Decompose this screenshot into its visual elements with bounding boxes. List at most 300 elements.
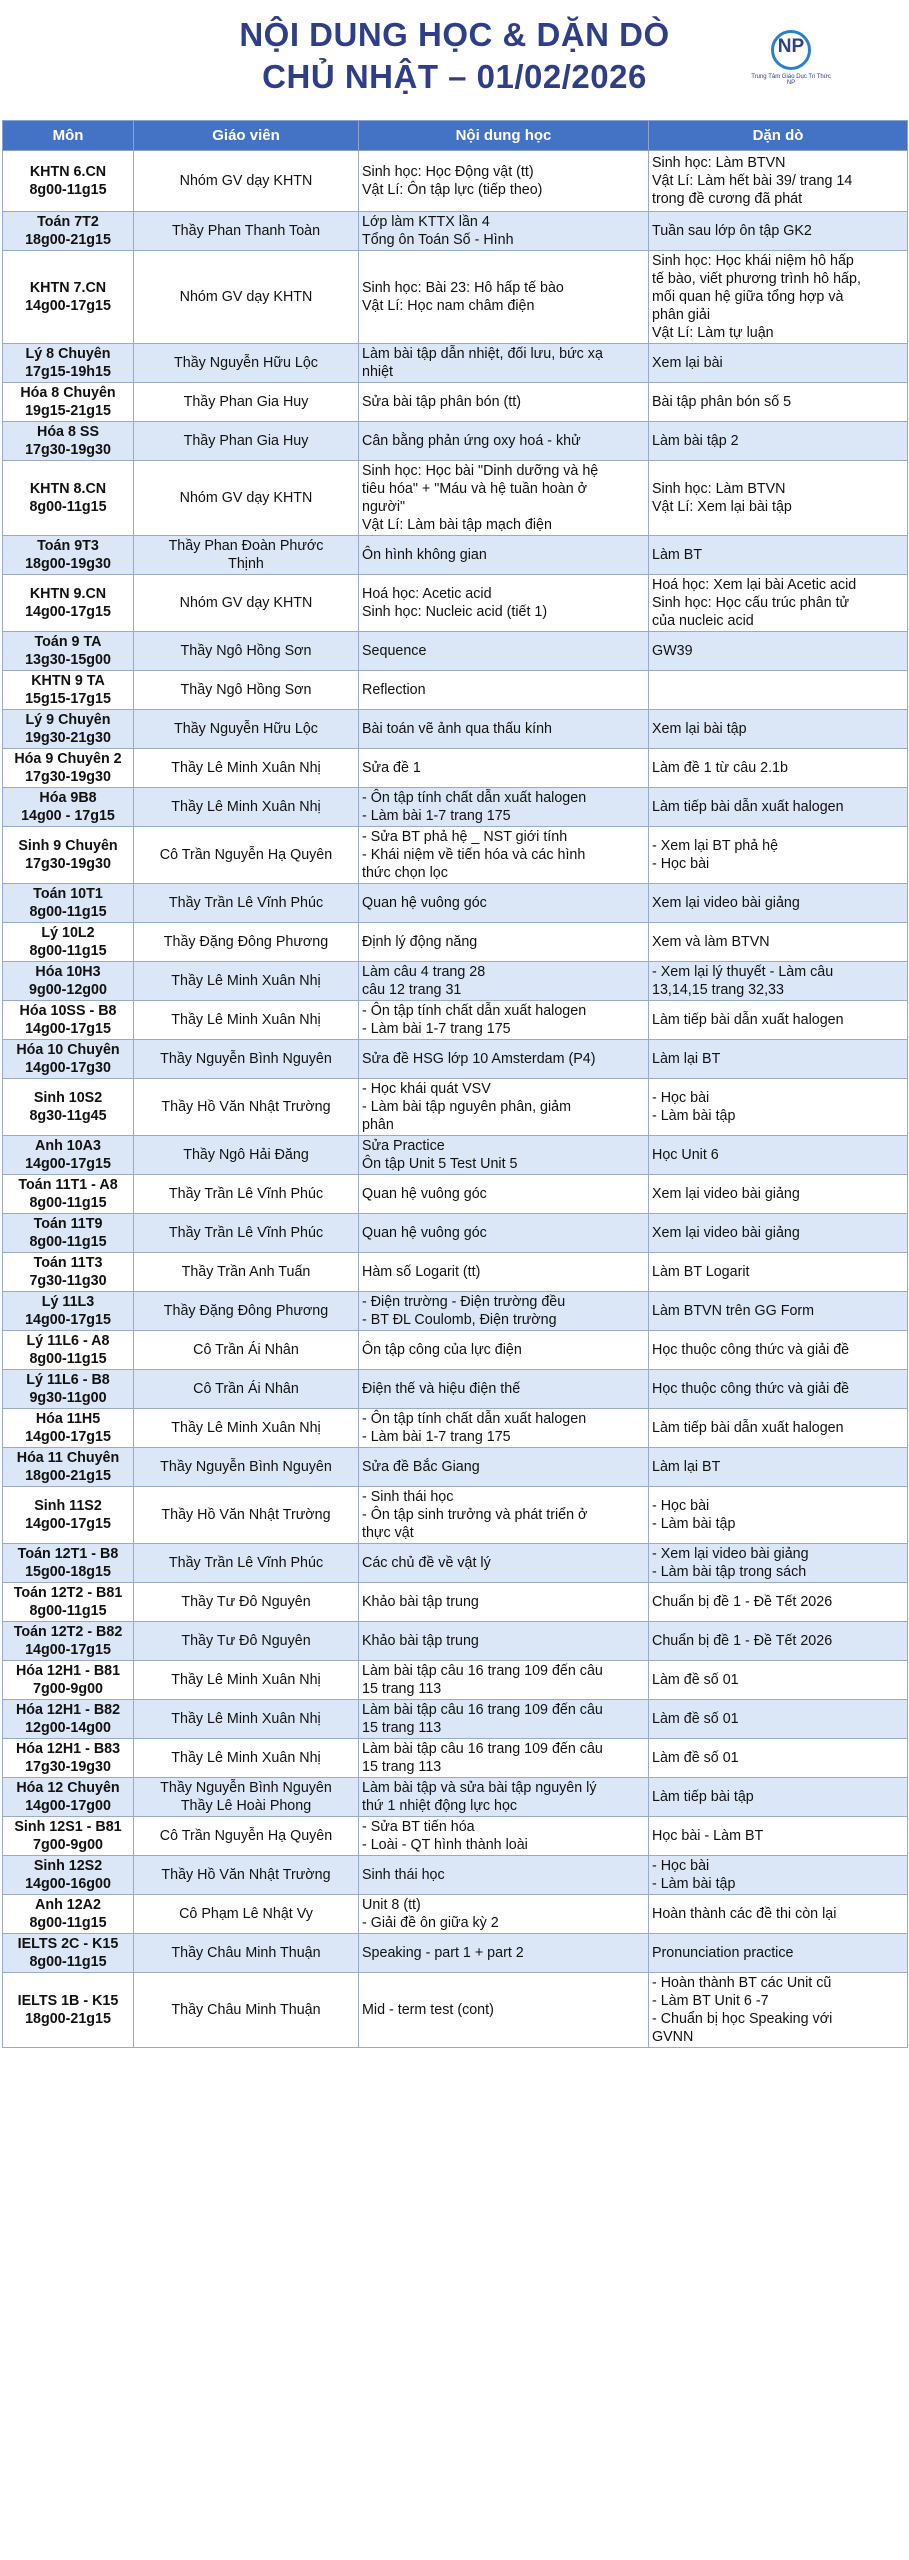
homework-line: phân giải — [652, 307, 711, 323]
content-line: Khảo bài tập trung — [362, 1633, 479, 1649]
teacher-cell — [134, 1700, 359, 1739]
content-line: Lớp làm KTTX lần 4 — [362, 214, 490, 230]
content-line: - Làm bài 1-7 trang 175 — [362, 1021, 511, 1037]
subject-line: Hóa 10H3 — [35, 964, 101, 980]
table-row — [3, 1409, 908, 1448]
table-row — [3, 1001, 908, 1040]
content-line: - Sửa BT tiến hóa — [362, 1819, 475, 1835]
teacher-cell — [134, 1544, 359, 1583]
homework-line: - Học bài — [652, 856, 710, 872]
subject-line: Toán 9T3 — [37, 538, 99, 554]
homework-cell — [649, 575, 908, 632]
homework-line: - Xem lại lý thuyết - Làm câu — [652, 964, 834, 980]
subject-cell — [3, 1331, 134, 1370]
homework-line: Chuẩn bị đề 1 - Đề Tết 2026 — [652, 1633, 833, 1649]
subject-cell — [3, 1370, 134, 1409]
subject-line: 9g30-11g00 — [29, 1390, 107, 1406]
table-row — [3, 962, 908, 1001]
content-line: Vật Lí: Học nam châm điện — [362, 298, 535, 314]
content-cell — [359, 788, 649, 827]
teacher-cell — [134, 1778, 359, 1817]
content-line: thức chọn lọc — [362, 865, 448, 881]
teacher-line: Thầy Nguyễn Hữu Lộc — [174, 721, 318, 737]
homework-cell — [649, 1253, 908, 1292]
teacher-line: Thầy Lê Minh Xuân Nhị — [171, 1672, 321, 1688]
teacher-cell — [134, 1175, 359, 1214]
subject-line: Toán 12T2 - B81 — [13, 1585, 123, 1601]
subject-line: 8g00-11g15 — [29, 1603, 107, 1619]
subject-cell — [3, 1409, 134, 1448]
content-line: Sequence — [362, 643, 427, 659]
content-line: - Ôn tập tính chất dẫn xuất halogen — [362, 790, 587, 806]
subject-cell — [3, 1778, 134, 1817]
subject-cell — [3, 923, 134, 962]
teacher-cell — [134, 575, 359, 632]
table-row — [3, 884, 908, 923]
subject-line: 8g00-11g15 — [29, 182, 107, 198]
subject-cell — [3, 1253, 134, 1292]
subject-line: Hóa 11H5 — [35, 1411, 101, 1427]
teacher-line: Nhóm GV dạy KHTN — [179, 490, 313, 506]
homework-line: - Học bài — [652, 1498, 710, 1514]
homework-line: - Làm bài tập — [652, 1516, 736, 1532]
content-line: Sinh học: Học bài "Dinh dưỡng và hệ — [362, 463, 599, 479]
teacher-cell — [134, 1934, 359, 1973]
content-line: Ôn hình không gian — [362, 547, 487, 563]
subject-line: 18g00-19g30 — [25, 556, 111, 572]
subject-cell — [3, 671, 134, 710]
table-body — [3, 151, 908, 2048]
teacher-line: Thầy Trần Lê Vĩnh Phúc — [168, 895, 324, 911]
homework-cell — [649, 671, 908, 710]
content-cell — [359, 344, 649, 383]
teacher-cell — [134, 1583, 359, 1622]
teacher-line: Thầy Trần Lê Vĩnh Phúc — [168, 1225, 324, 1241]
column-header-homework: Dặn dò — [649, 121, 908, 151]
table-row — [3, 1661, 908, 1700]
content-cell — [359, 1973, 649, 2048]
subject-cell — [3, 1544, 134, 1583]
homework-line: Làm BTVN trên GG Form — [652, 1303, 815, 1319]
subject-cell — [3, 1136, 134, 1175]
content-line: Tổng ôn Toán Số - Hình — [362, 232, 514, 248]
subject-cell — [3, 1661, 134, 1700]
subject-cell — [3, 1079, 134, 1136]
table-row — [3, 1214, 908, 1253]
subject-cell — [3, 1622, 134, 1661]
content-cell — [359, 1370, 649, 1409]
homework-line: Tuần sau lớp ôn tập GK2 — [652, 223, 812, 239]
subject-line: 14g00 - 17g15 — [21, 808, 115, 824]
teacher-cell — [134, 1895, 359, 1934]
subject-line: 9g00-12g00 — [29, 982, 107, 998]
table-row — [3, 422, 908, 461]
homework-cell — [649, 151, 908, 212]
teacher-line: Thầy Trần Lê Vĩnh Phúc — [168, 1186, 324, 1202]
content-cell — [359, 1817, 649, 1856]
homework-line: Xem lại video bài giảng — [652, 895, 800, 911]
content-cell — [359, 1700, 649, 1739]
content-line: nhiệt — [362, 364, 394, 380]
teacher-line: Thầy Trần Anh Tuấn — [181, 1264, 311, 1280]
subject-cell — [3, 1934, 134, 1973]
subject-cell — [3, 1817, 134, 1856]
subject-cell — [3, 749, 134, 788]
homework-cell — [649, 383, 908, 422]
teacher-cell — [134, 383, 359, 422]
homework-line: Xem lại bài — [652, 355, 723, 371]
content-line: Sinh học: Bài 23: Hô hấp tế bào — [362, 280, 564, 296]
table-row — [3, 749, 908, 788]
content-line: Sửa đề 1 — [362, 760, 421, 776]
subject-line: Hóa 12H1 - B81 — [15, 1663, 121, 1679]
teacher-line: Nhóm GV dạy KHTN — [179, 289, 313, 305]
teacher-cell — [134, 788, 359, 827]
table-row — [3, 151, 908, 212]
subject-cell — [3, 383, 134, 422]
content-cell — [359, 1778, 649, 1817]
content-line: - Làm bài 1-7 trang 175 — [362, 808, 511, 824]
teacher-line: Thầy Hồ Văn Nhật Trường — [161, 1507, 331, 1523]
content-cell — [359, 1856, 649, 1895]
content-line: 15 trang 113 — [362, 1681, 442, 1697]
teacher-cell — [134, 749, 359, 788]
teacher-cell — [134, 1448, 359, 1487]
teacher-line: Thầy Lê Minh Xuân Nhị — [171, 760, 321, 776]
content-line: Làm bài tập và sửa bài tập nguyên lý — [362, 1780, 597, 1796]
content-line: - Làm bài tập nguyên phân, giảm — [362, 1099, 572, 1115]
content-line: Speaking - part 1 + part 2 — [362, 1945, 524, 1961]
content-line: Sinh học: Học Động vật (tt) — [362, 164, 534, 180]
homework-line: Sinh học: Làm BTVN — [652, 155, 786, 171]
subject-cell — [3, 884, 134, 923]
teacher-cell — [134, 151, 359, 212]
teacher-line: Thầy Châu Minh Thuận — [171, 1945, 321, 1961]
subject-line: Hóa 10 Chuyên — [16, 1042, 120, 1058]
content-line: Hàm số Logarit (tt) — [362, 1264, 481, 1280]
subject-cell — [3, 251, 134, 344]
content-cell — [359, 923, 649, 962]
homework-cell — [649, 1370, 908, 1409]
table-row — [3, 1934, 908, 1973]
content-line: Sửa đề Bắc Giang — [362, 1459, 480, 1475]
table-row — [3, 1583, 908, 1622]
homework-cell — [649, 536, 908, 575]
subject-line: 19g15-21g15 — [25, 403, 111, 419]
teacher-line: Thầy Lê Hoài Phong — [180, 1798, 312, 1814]
homework-line: Xem lại video bài giảng — [652, 1225, 800, 1241]
content-cell — [359, 383, 649, 422]
teacher-cell — [134, 827, 359, 884]
homework-cell — [649, 884, 908, 923]
content-line: - Ôn tập tính chất dẫn xuất halogen — [362, 1411, 587, 1427]
homework-line: Sinh học: Học khái niệm hô hấp — [652, 253, 854, 269]
subject-line: 7g30-11g30 — [29, 1273, 107, 1289]
homework-cell — [649, 1544, 908, 1583]
subject-line: KHTN 9 TA — [31, 673, 105, 689]
teacher-line: Thầy Lê Minh Xuân Nhị — [171, 973, 321, 989]
content-line: - Làm bài 1-7 trang 175 — [362, 1429, 511, 1445]
content-cell — [359, 884, 649, 923]
subject-cell — [3, 151, 134, 212]
teacher-line: Nhóm GV dạy KHTN — [179, 173, 313, 189]
content-cell — [359, 962, 649, 1001]
homework-line: của nucleic acid — [652, 613, 754, 629]
content-cell — [359, 749, 649, 788]
table-row — [3, 632, 908, 671]
content-line: 15 trang 113 — [362, 1720, 442, 1736]
homework-line: Làm đề số 01 — [652, 1711, 739, 1727]
subject-line: 14g00-16g00 — [25, 1876, 111, 1892]
content-line: Sửa Practice — [362, 1138, 445, 1154]
teacher-line: Thầy Lê Minh Xuân Nhị — [171, 799, 321, 815]
content-line: 15 trang 113 — [362, 1759, 442, 1775]
subject-line: 8g00-11g15 — [29, 904, 107, 920]
subject-line: Hóa 12 Chuyên — [16, 1780, 120, 1796]
table-row — [3, 251, 908, 344]
content-line: Làm bài tập câu 16 trang 109 đến câu — [362, 1663, 603, 1679]
teacher-cell — [134, 1973, 359, 2048]
table-row — [3, 1292, 908, 1331]
subject-cell — [3, 1292, 134, 1331]
teacher-cell — [134, 1856, 359, 1895]
table-row — [3, 1175, 908, 1214]
teacher-line: Thầy Nguyễn Bình Nguyên — [160, 1459, 332, 1475]
subject-line: Hóa 12H1 - B82 — [15, 1702, 121, 1718]
subject-line: KHTN 8.CN — [29, 481, 107, 497]
subject-line: Lý 11L3 — [41, 1294, 95, 1310]
subject-line: 7g00-9g00 — [33, 1837, 103, 1853]
column-header-subject: Môn — [3, 121, 134, 151]
subject-line: 8g30-11g45 — [29, 1108, 107, 1124]
content-line: - Sửa BT phả hệ _ NST giới tính — [362, 829, 568, 845]
content-cell — [359, 422, 649, 461]
content-cell — [359, 671, 649, 710]
content-line: Khảo bài tập trung — [362, 1594, 479, 1610]
table-row — [3, 1040, 908, 1079]
homework-line: Học bài - Làm BT — [652, 1828, 764, 1844]
subject-line: Anh 10A3 — [35, 1138, 101, 1154]
subject-line: 14g00-17g15 — [25, 604, 111, 620]
subject-line: Lý 9 Chuyên — [25, 712, 111, 728]
teacher-cell — [134, 884, 359, 923]
content-cell — [359, 151, 649, 212]
table-row — [3, 827, 908, 884]
subject-line: Hóa 9 Chuyên 2 — [14, 751, 122, 767]
teacher-cell — [134, 422, 359, 461]
homework-cell — [649, 1331, 908, 1370]
content-line: Làm bài tập câu 16 trang 109 đến câu — [362, 1741, 603, 1757]
teacher-line: Thầy Ngô Hồng Sơn — [180, 682, 312, 698]
teacher-line: Thầy Nguyễn Bình Nguyên — [160, 1780, 332, 1796]
teacher-cell — [134, 923, 359, 962]
homework-cell — [649, 344, 908, 383]
content-line: Ôn tập công của lực điện — [362, 1342, 522, 1358]
content-cell — [359, 1583, 649, 1622]
table-row — [3, 1136, 908, 1175]
teacher-cell — [134, 1409, 359, 1448]
content-line: Quan hệ vuông góc — [362, 1186, 487, 1202]
page-title: NỘI DUNG HỌC & DẶN DÒ — [239, 16, 670, 53]
homework-line: Pronunciation practice — [652, 1945, 794, 1961]
table-row — [3, 1700, 908, 1739]
subject-cell — [3, 1739, 134, 1778]
table-row — [3, 1253, 908, 1292]
table-row — [3, 461, 908, 536]
subject-line: Sinh 12S1 - B81 — [14, 1819, 122, 1835]
subject-line: Sinh 10S2 — [33, 1090, 103, 1106]
content-line: - Ôn tập tính chất dẫn xuất halogen — [362, 1003, 587, 1019]
homework-cell — [649, 1739, 908, 1778]
teacher-line: Thầy Lê Minh Xuân Nhị — [171, 1750, 321, 1766]
subject-line: Lý 11L6 - A8 — [26, 1333, 110, 1349]
homework-cell — [649, 1448, 908, 1487]
table-row — [3, 1778, 908, 1817]
teacher-cell — [134, 1079, 359, 1136]
subject-line: Toán 11T9 — [33, 1216, 103, 1232]
subject-line: 7g00-9g00 — [33, 1681, 103, 1697]
subject-line: 17g15-19h15 — [25, 364, 111, 380]
content-line: Làm bài tập dẫn nhiệt, đối lưu, bức xạ — [362, 346, 603, 362]
homework-cell — [649, 827, 908, 884]
logo-monogram: NP — [777, 36, 805, 57]
column-header-teacher: Giáo viên — [134, 121, 359, 151]
subject-line: KHTN 7.CN — [29, 280, 107, 296]
subject-cell — [3, 1001, 134, 1040]
subject-line: 19g30-21g30 — [25, 730, 111, 746]
subject-line: 8g00-11g15 — [29, 1915, 107, 1931]
table-row — [3, 536, 908, 575]
teacher-cell — [134, 962, 359, 1001]
teacher-line: Thầy Tư Đô Nguyên — [181, 1633, 311, 1649]
content-line: người" — [362, 499, 406, 515]
content-cell — [359, 536, 649, 575]
teacher-cell — [134, 1001, 359, 1040]
content-cell — [359, 1253, 649, 1292]
homework-line: Làm lại BT — [652, 1459, 721, 1475]
subject-line: 17g30-19g30 — [25, 769, 111, 785]
table-row — [3, 1817, 908, 1856]
table-row — [3, 1739, 908, 1778]
homework-cell — [649, 1622, 908, 1661]
subject-line: 14g00-17g15 — [25, 1516, 111, 1532]
homework-line: Làm tiếp bài dẫn xuất halogen — [652, 1012, 844, 1028]
homework-cell — [649, 788, 908, 827]
teacher-cell — [134, 1331, 359, 1370]
content-cell — [359, 1214, 649, 1253]
subject-line: Lý 11L6 - B8 — [26, 1372, 110, 1388]
subject-line: 18g00-21g15 — [25, 2011, 111, 2027]
content-line: Làm câu 4 trang 28 — [362, 964, 486, 980]
subject-cell — [3, 461, 134, 536]
content-cell — [359, 1739, 649, 1778]
homework-line: 13,14,15 trang 32,33 — [652, 982, 784, 998]
homework-line: Sinh học: Làm BTVN — [652, 481, 786, 497]
subject-line: Hóa 12H1 - B83 — [15, 1741, 121, 1757]
teacher-cell — [134, 1817, 359, 1856]
content-cell — [359, 212, 649, 251]
subject-cell — [3, 827, 134, 884]
subject-line: 12g00-14g00 — [25, 1720, 111, 1736]
homework-cell — [649, 1079, 908, 1136]
teacher-cell — [134, 632, 359, 671]
subject-line: 14g00-17g15 — [25, 1642, 111, 1658]
teacher-line: Thầy Lê Minh Xuân Nhị — [171, 1711, 321, 1727]
subject-line: KHTN 9.CN — [29, 586, 107, 602]
content-line: thực vật — [362, 1525, 414, 1541]
teacher-line: Thầy Lê Minh Xuân Nhị — [171, 1012, 321, 1028]
content-line: - Loài - QT hình thành loài — [362, 1837, 528, 1853]
subject-line: Lý 8 Chuyên — [25, 346, 111, 362]
homework-cell — [649, 749, 908, 788]
homework-cell — [649, 1487, 908, 1544]
homework-line: Học thuộc công thức và giải đề — [652, 1342, 850, 1358]
homework-line: Làm đề số 01 — [652, 1672, 739, 1688]
homework-cell — [649, 422, 908, 461]
content-cell — [359, 1622, 649, 1661]
homework-line: - Làm BT Unit 6 -7 — [652, 1993, 769, 2009]
teacher-line: Thầy Đặng Đông Phương — [163, 934, 329, 950]
subject-line: Hóa 9B8 — [39, 790, 97, 806]
teacher-cell — [134, 536, 359, 575]
teacher-cell — [134, 1040, 359, 1079]
content-cell — [359, 1079, 649, 1136]
subject-line: 15g15-17g15 — [25, 691, 111, 707]
content-cell — [359, 251, 649, 344]
content-cell — [359, 1895, 649, 1934]
subject-line: 17g30-19g30 — [25, 856, 111, 872]
homework-cell — [649, 212, 908, 251]
subject-line: Sinh 12S2 — [33, 1858, 103, 1874]
content-line: Reflection — [362, 682, 426, 698]
homework-line: Làm lại BT — [652, 1051, 721, 1067]
content-line: Sửa bài tập phân bón (tt) — [362, 394, 521, 410]
subject-line: 15g00-18g15 — [25, 1564, 111, 1580]
subject-line: 14g00-17g15 — [25, 1021, 111, 1037]
teacher-cell — [134, 251, 359, 344]
subject-line: 18g00-21g15 — [25, 1468, 111, 1484]
content-line: Hoá học: Acetic acid — [362, 586, 492, 602]
homework-line: Làm tiếp bài dẫn xuất halogen — [652, 1420, 844, 1436]
content-line: - Sinh thái học — [362, 1489, 454, 1505]
table-row — [3, 212, 908, 251]
content-cell — [359, 1409, 649, 1448]
table-row — [3, 923, 908, 962]
teacher-cell — [134, 1622, 359, 1661]
subject-cell — [3, 788, 134, 827]
content-line: phân — [362, 1117, 394, 1133]
homework-line: Bài tập phân bón số 5 — [652, 394, 792, 410]
content-line: - Ôn tập sinh trưởng và phát triển ở — [362, 1507, 588, 1523]
homework-cell — [649, 1973, 908, 2048]
content-cell — [359, 632, 649, 671]
homework-line: tế bào, viết phương trình hô hấp, — [652, 271, 861, 287]
content-line: Điện thế và hiệu điện thế — [362, 1381, 521, 1397]
content-line: - BT ĐL Coulomb, Điện trường — [362, 1312, 557, 1328]
subject-line: 14g00-17g15 — [25, 1156, 111, 1172]
subject-cell — [3, 1700, 134, 1739]
homework-line: Làm BT — [652, 547, 703, 563]
homework-line: - Làm bài tập — [652, 1876, 736, 1892]
homework-cell — [649, 1001, 908, 1040]
content-line: Bài toán vẽ ảnh qua thấu kính — [362, 721, 552, 737]
subject-line: 14g00-17g15 — [25, 1312, 111, 1328]
homework-line: Làm tiếp bài dẫn xuất halogen — [652, 799, 844, 815]
content-cell — [359, 1934, 649, 1973]
subject-line: Toán 12T2 - B82 — [13, 1624, 123, 1640]
teacher-cell — [134, 1253, 359, 1292]
page-date-title: CHỦ NHẬT – 01/02/2026 — [262, 58, 647, 95]
